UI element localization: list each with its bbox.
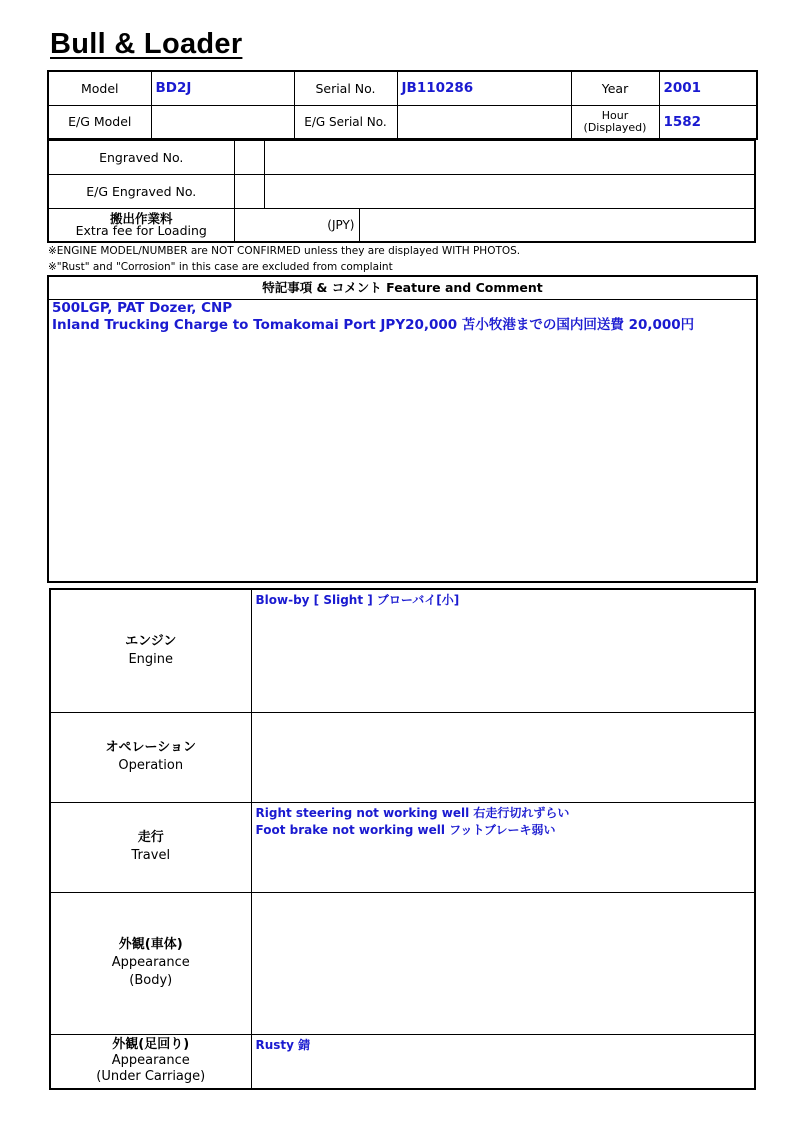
hour-label-line1: Hour (601, 108, 629, 122)
feature-comment-line: 500LGP, PAT Dozer, CNP (52, 300, 233, 316)
feature-comment-box (47, 275, 758, 583)
condition-row-travel (50, 802, 755, 892)
eg-serial-value (397, 105, 571, 139)
fee-label-en: Extra fee for Loading (75, 222, 207, 238)
travel-label (50, 802, 251, 892)
undercarriage-label (50, 1034, 251, 1089)
eg-serial-label: E/G Serial No. (294, 105, 397, 139)
undercarriage-value: Rusty 錆 (251, 1034, 755, 1089)
model-value: BD2J (151, 71, 294, 105)
fee-unit: (JPY) (234, 208, 359, 242)
hour-label-line2: (Displayed) (583, 120, 647, 134)
undercarriage-label-en1: Appearance (111, 1053, 190, 1069)
operation-label-en: Operation (118, 758, 184, 773)
operation-label-jp: オペレーション (105, 740, 196, 755)
body-label-en2: (Body) (129, 973, 173, 988)
hour-value: 1582 (659, 105, 757, 139)
body-label-en1: Appearance (111, 955, 190, 970)
operation-label (50, 712, 251, 802)
fee-value (359, 208, 755, 242)
body-label-jp: 外観(車体) (118, 937, 183, 952)
eg-model-label: E/G Model (48, 105, 151, 139)
engraved-value (264, 140, 755, 174)
body-value (251, 892, 755, 1034)
travel-value (251, 802, 755, 892)
feature-comment-line: Inland Trucking Charge to Tomakomai Port JPY20,000 苫小牧港までの国内回送費 20,000円 (52, 317, 695, 333)
engraved-label: Engraved No. (48, 140, 234, 174)
travel-label-jp: 走行 (137, 830, 164, 845)
fee-label-jp: 搬出作業料 (109, 210, 173, 226)
engine-value: Blow-by [ Slight ] ブローバイ[小] (251, 589, 755, 712)
undercarriage-label-en2: (Under Carriage) (96, 1069, 206, 1085)
engraved-table (47, 139, 756, 243)
spec-table (47, 70, 758, 140)
page-title: Bull & Loader (50, 28, 243, 60)
hour-label (571, 105, 659, 139)
condition-row-undercarriage (50, 1034, 755, 1089)
serial-label: Serial No. (294, 71, 397, 105)
engine-label-jp: エンジン (125, 633, 177, 649)
eg-engraved-box (234, 174, 264, 208)
note-engine-confirmation: ※ENGINE MODEL/NUMBER are NOT CONFIRMED unless they are displayed WITH PHOTOS. (48, 245, 521, 257)
model-label: Model (48, 71, 151, 105)
year-label: Year (571, 71, 659, 105)
engine-label-en: Engine (128, 651, 174, 667)
undercarriage-label-jp: 外観(足回り) (112, 1037, 190, 1053)
travel-value-line2: Foot brake not working well フットブレーキ弱い (255, 822, 556, 837)
feature-comment-header: 特記事項 & コメント Feature and Comment (49, 277, 756, 300)
travel-label-en: Travel (131, 848, 171, 863)
condition-row-engine (50, 589, 755, 712)
operation-value (251, 712, 755, 802)
eg-engraved-label: E/G Engraved No. (48, 174, 234, 208)
eg-engraved-value (264, 174, 755, 208)
travel-value-line1: Right steering not working well 右走行切れずらい (255, 805, 570, 820)
engraved-box (234, 140, 264, 174)
body-label (50, 892, 251, 1034)
fee-label (48, 208, 234, 242)
eg-model-value (151, 105, 294, 139)
year-value: 2001 (659, 71, 757, 105)
serial-value: JB110286 (397, 71, 571, 105)
engine-label (50, 589, 251, 712)
condition-row-body (50, 892, 755, 1034)
condition-row-operation (50, 712, 755, 802)
condition-table (49, 588, 756, 1090)
note-rust-exclusion: ※"Rust" and "Corrosion" in this case are excluded from complaint (48, 261, 393, 273)
